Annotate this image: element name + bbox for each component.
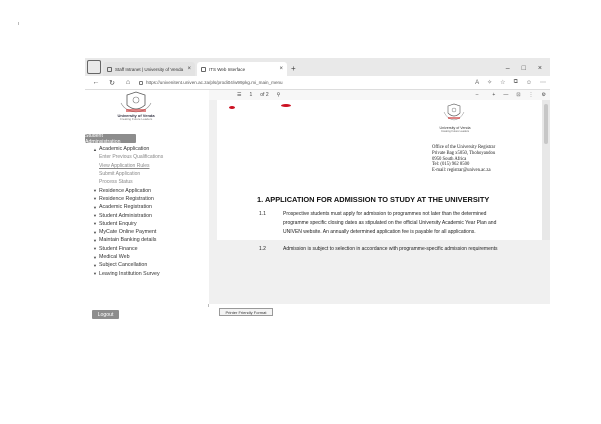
sidebar-item-label: Residence Registration <box>99 195 154 202</box>
paragraph-1-2 <box>259 245 519 254</box>
sidebar-item-label: Process Status <box>99 179 133 186</box>
close-icon[interactable]: × <box>279 66 283 72</box>
tab-its-web[interactable] <box>197 62 287 76</box>
tab-title: ITS Web Interface <box>209 66 246 72</box>
page-icon <box>107 67 112 72</box>
chevron-down-icon: ▼ <box>93 237 97 243</box>
chevron-up-icon: ▲ <box>93 146 97 152</box>
chevron-down-icon: ▼ <box>93 213 97 219</box>
registrar-address <box>432 145 495 174</box>
more-icon[interactable]: ⋮ <box>528 92 534 98</box>
paragraph-line: Prospective students must apply for admission to programmes not later than the determined <box>283 211 487 217</box>
sidebar-item-label: View Application Rules <box>99 162 150 169</box>
sidebar-item-label: Maintain Banking details <box>99 237 157 244</box>
pdf-logo-text: University of Venda <box>439 126 471 130</box>
address-line: Office of the University Registrar <box>432 145 496 150</box>
paragraph-line: programme specific closing dates as stipulated on the official University Academic Year Plan and <box>283 220 497 226</box>
chevron-down-icon: ▼ <box>93 246 97 252</box>
document-heading: 1. APPLICATION FOR ADMISSION TO STUDY AT THE UNIVERSITY <box>257 195 490 204</box>
sidebar-item[interactable] <box>93 269 205 277</box>
paragraph-number: 1.1 <box>259 211 266 217</box>
tab-staff-intranet[interactable] <box>103 62 195 76</box>
sidebar-item-label: Medical Web <box>99 254 130 260</box>
pdf-page <box>217 100 542 252</box>
sidebar-item-label: Subject Cancellation <box>99 262 148 269</box>
sidebar-item[interactable] <box>93 228 205 236</box>
sidebar-menu <box>93 145 205 278</box>
sidebar-item[interactable] <box>93 203 205 211</box>
red-mark <box>281 104 291 107</box>
sidebar-item-label: Student Finance <box>99 245 138 252</box>
zoom-out-icon[interactable]: – <box>475 92 479 98</box>
sidebar-item-label: Academic Registration <box>99 204 152 211</box>
sidebar-item[interactable] <box>93 253 205 261</box>
pdf-viewer <box>209 90 550 315</box>
paragraph-line: Admission is subject to selection in accordance with programme-specific admission requirements <box>283 246 498 252</box>
contents-icon[interactable]: ☰ <box>237 92 242 98</box>
sidebar-item-label: Submit Application <box>99 171 141 178</box>
sidebar <box>85 90 207 318</box>
sidebar-item-label: Enter Previous Qualifications <box>99 154 164 161</box>
sidebar-item[interactable] <box>93 153 205 161</box>
url-input[interactable] <box>139 78 471 88</box>
chevron-down-icon: ▼ <box>93 188 97 194</box>
address-line: 0950 South Africa <box>432 156 467 162</box>
sidebar-item-label: Academic Application <box>99 146 150 153</box>
pdf-logo-subtitle: Creating Future Leaders <box>440 130 470 133</box>
window-controls <box>506 65 542 72</box>
read-aloud-icon[interactable]: A <box>475 79 480 86</box>
sidebar-item[interactable] <box>93 170 205 178</box>
address-line: Private Bag x5050, Thohoyandou <box>432 150 496 156</box>
sidebar-item[interactable] <box>93 162 205 170</box>
close-icon[interactable]: × <box>187 66 191 72</box>
university-logo-icon <box>439 103 469 125</box>
address-line: Tel: (015) 962 8500 <box>432 162 470 168</box>
sidebar-item-label: Student Enquiry <box>99 220 137 227</box>
sidebar-item[interactable] <box>93 178 205 186</box>
scroll-thumb[interactable] <box>544 104 548 144</box>
red-mark <box>229 106 235 109</box>
page-total: of 2 <box>260 92 269 98</box>
new-tab-icon[interactable]: + <box>291 64 296 73</box>
chevron-down-icon: ▼ <box>93 204 97 210</box>
sidebar-item-label: MyCate Online Payment <box>99 229 157 236</box>
sidebar-item-label: Student Administration <box>99 212 152 219</box>
back-arrow-icon[interactable]: ← <box>92 79 100 86</box>
chevron-down-icon: ▼ <box>93 229 97 235</box>
chevron-down-icon: ▼ <box>93 196 97 202</box>
browser-window <box>85 58 550 318</box>
page-icon <box>201 67 206 72</box>
page-number-input[interactable]: 1 <box>249 92 253 98</box>
sidebar-item[interactable] <box>93 220 205 228</box>
sidebar-item[interactable] <box>93 195 205 203</box>
pdf-scrollbar[interactable] <box>542 100 550 240</box>
paragraph-line: UNIVEN website. An annually determined application fee is payable for all applications. <box>283 229 476 235</box>
tab-title: Staff Intranet | University of Venda <box>115 66 184 72</box>
chevron-down-icon: ▼ <box>93 271 97 277</box>
pdf-toolbar <box>209 90 550 100</box>
address-line: E-mail: registrar@univen.ac.za <box>432 168 491 174</box>
paragraph-1-1 <box>259 210 519 237</box>
window-menu-icon[interactable] <box>87 60 101 74</box>
gear-icon[interactable]: ⚙ <box>541 92 546 98</box>
chevron-down-icon: ▼ <box>93 221 97 227</box>
more-icon[interactable]: ⋯ <box>540 80 546 86</box>
close-window-icon[interactable]: × <box>537 65 542 72</box>
zoom-in-icon[interactable]: + <box>492 92 496 98</box>
sidebar-item[interactable] <box>93 245 205 253</box>
extension-icon[interactable]: ✧ <box>487 80 493 86</box>
home-icon[interactable]: ⌂ <box>125 79 131 86</box>
search-icon[interactable]: ⚲ <box>276 92 281 98</box>
profile-icon[interactable]: ☺ <box>525 79 532 86</box>
address-bar <box>85 76 550 90</box>
chevron-down-icon: ▼ <box>93 254 97 260</box>
fit-page-icon[interactable]: ⊡ <box>516 92 521 98</box>
sidebar-item[interactable] <box>93 261 205 269</box>
favorite-icon[interactable]: ☆ <box>500 80 506 86</box>
sidebar-item[interactable] <box>93 236 205 244</box>
divider-icon: — <box>503 92 509 98</box>
printer-friendly-button[interactable]: Printer Friendly Format <box>219 308 273 316</box>
sidebar-item[interactable] <box>93 186 205 194</box>
pdf-zoom-controls <box>472 92 550 98</box>
student-administration-button[interactable]: Student Adminsistration <box>85 134 136 143</box>
scan-dot <box>18 22 19 25</box>
sidebar-item-label: Residence Application <box>99 187 152 194</box>
logo-text: University of Venda <box>117 113 155 118</box>
lock-icon <box>139 81 143 85</box>
sidebar-item-label: Leaving Institution Survey <box>99 270 160 277</box>
url-text: https://univenitent.univen.ac.za/pls/prodi04/w99pkg.mi_main_menu <box>146 80 283 85</box>
sidebar-item[interactable] <box>93 211 205 219</box>
sidebar-item[interactable] <box>93 145 205 153</box>
collections-icon[interactable]: ⧉ <box>513 79 518 85</box>
logout-button[interactable]: Logout <box>92 310 119 319</box>
logo-subtitle: Creating Future Leaders <box>119 117 153 121</box>
chevron-down-icon: ▼ <box>93 262 97 268</box>
tab-bar <box>85 58 550 76</box>
maximize-icon[interactable]: □ <box>521 65 526 72</box>
scan-dot <box>208 304 209 307</box>
paragraph-number: 1.2 <box>259 246 266 252</box>
minimize-icon[interactable]: – <box>505 65 510 72</box>
refresh-icon[interactable]: ↻ <box>109 79 115 87</box>
